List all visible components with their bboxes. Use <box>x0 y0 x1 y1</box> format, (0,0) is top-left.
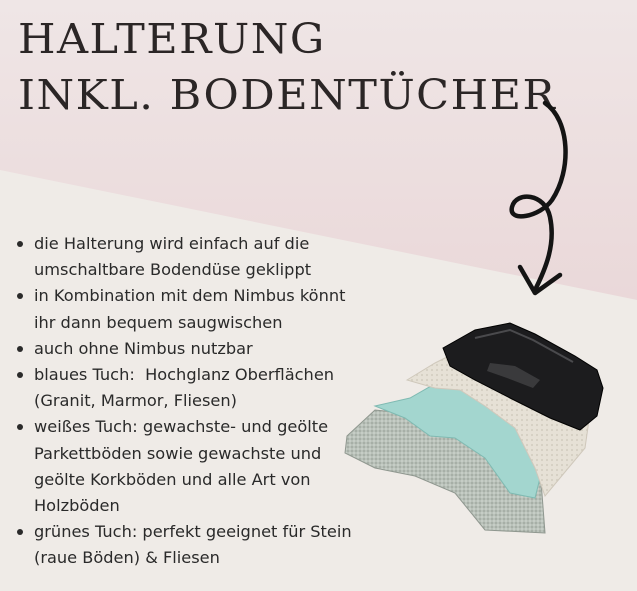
list-item <box>14 231 344 283</box>
list-item-text: die Halterung wird einfach auf die umschaltbare Bodendüse geklippt <box>34 234 315 280</box>
list-item <box>14 414 334 519</box>
list-item-text: grünes Tuch: perfekt geeignet für Stein (raue Böden) & Fliesen <box>34 522 357 568</box>
arrow-stroke <box>512 103 566 290</box>
curly-arrow-icon <box>490 95 585 305</box>
bullet-dot-icon <box>17 346 23 352</box>
list-item-text: in Kombination mit dem Nimbus könnt ihr dann bequem saugwischen <box>34 286 351 332</box>
feature-list <box>14 231 364 572</box>
list-item <box>14 519 374 571</box>
bullet-dot-icon <box>17 424 23 430</box>
heading-line-1: HALTERUNG <box>18 16 326 64</box>
bullet-dot-icon <box>17 372 23 378</box>
bullet-dot-icon <box>17 293 23 299</box>
list-item <box>14 362 352 414</box>
list-item-text: weißes Tuch: gewachste- und geölte Parkettböden sowie gewachste und geölte Korkböden und alle Art von Holzböden <box>34 417 334 516</box>
bullet-dot-icon <box>17 529 23 535</box>
heading-line-2: INKL. BODENTÜCHER <box>18 72 557 120</box>
list-item-text: auch ohne Nimbus nutzbar <box>34 338 253 358</box>
list-item <box>14 336 364 362</box>
bullet-dot-icon <box>17 241 23 247</box>
product-image <box>335 318 635 538</box>
list-item-text: blaues Tuch: Hochglanz Oberflächen (Granit, Marmor, Fliesen) <box>34 365 340 411</box>
list-item <box>14 283 354 335</box>
